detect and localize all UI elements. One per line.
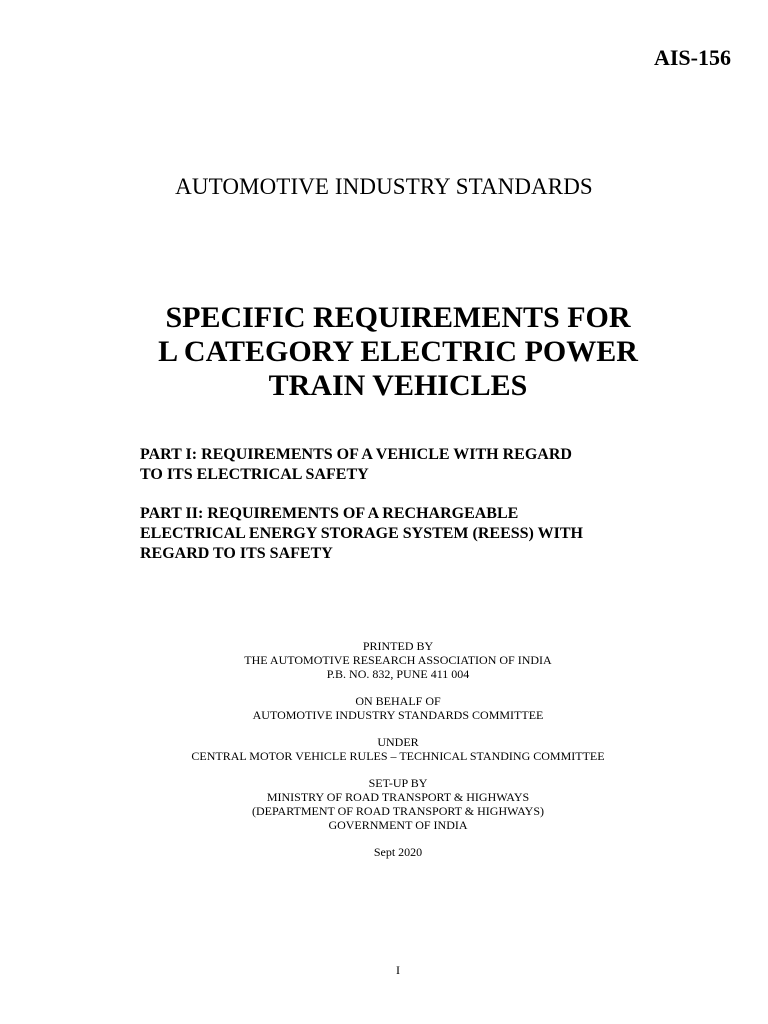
part-1-heading: [140, 445, 660, 485]
part-2-line: REGARD TO ITS SAFETY: [140, 545, 333, 562]
publication-date: Sept 2020: [373, 845, 423, 859]
document-code: AIS-156: [653, 45, 731, 70]
organization-title: AUTOMOTIVE INDUSTRY STANDARDS: [175, 174, 593, 199]
department-name: (DEPARTMENT OF ROAD TRANSPORT & HIGHWAYS): [251, 804, 545, 818]
publisher-address: P.B. NO. 832, PUNE 411 004: [326, 667, 470, 681]
page-number: I: [396, 963, 400, 977]
document-title-line: L CATEGORY ELECTRIC POWER: [158, 335, 638, 368]
rules-committee-name: CENTRAL MOTOR VEHICLE RULES – TECHNICAL STANDING COMMITTEE: [191, 749, 605, 763]
ministry-name: MINISTRY OF ROAD TRANSPORT & HIGHWAYS: [266, 790, 530, 804]
printed-by-label: PRINTED BY: [362, 639, 434, 653]
part-1-line: TO ITS ELECTRICAL SAFETY: [140, 466, 369, 483]
set-up-by-label: SET-UP BY: [368, 776, 428, 790]
part-2-line: ELECTRICAL ENERGY STORAGE SYSTEM (REESS) WITH: [140, 525, 583, 542]
publisher-name: THE AUTOMOTIVE RESEARCH ASSOCIATION OF INDIA: [244, 653, 552, 667]
part-2-heading: [140, 504, 660, 564]
publication-info: [0, 639, 768, 859]
part-1-line: PART I: REQUIREMENTS OF A VEHICLE WITH REGARD: [140, 446, 572, 463]
document-title: [0, 301, 768, 403]
document-title-line: SPECIFIC REQUIREMENTS FOR: [165, 301, 631, 334]
document-title-line: TRAIN VEHICLES: [268, 369, 528, 402]
under-label: UNDER: [377, 735, 419, 749]
government-name: GOVERNMENT OF INDIA: [328, 818, 468, 832]
part-2-line: PART II: REQUIREMENTS OF A RECHARGEABLE: [140, 505, 519, 522]
committee-name: AUTOMOTIVE INDUSTRY STANDARDS COMMITTEE: [252, 708, 544, 722]
on-behalf-of-label: ON BEHALF OF: [355, 694, 441, 708]
